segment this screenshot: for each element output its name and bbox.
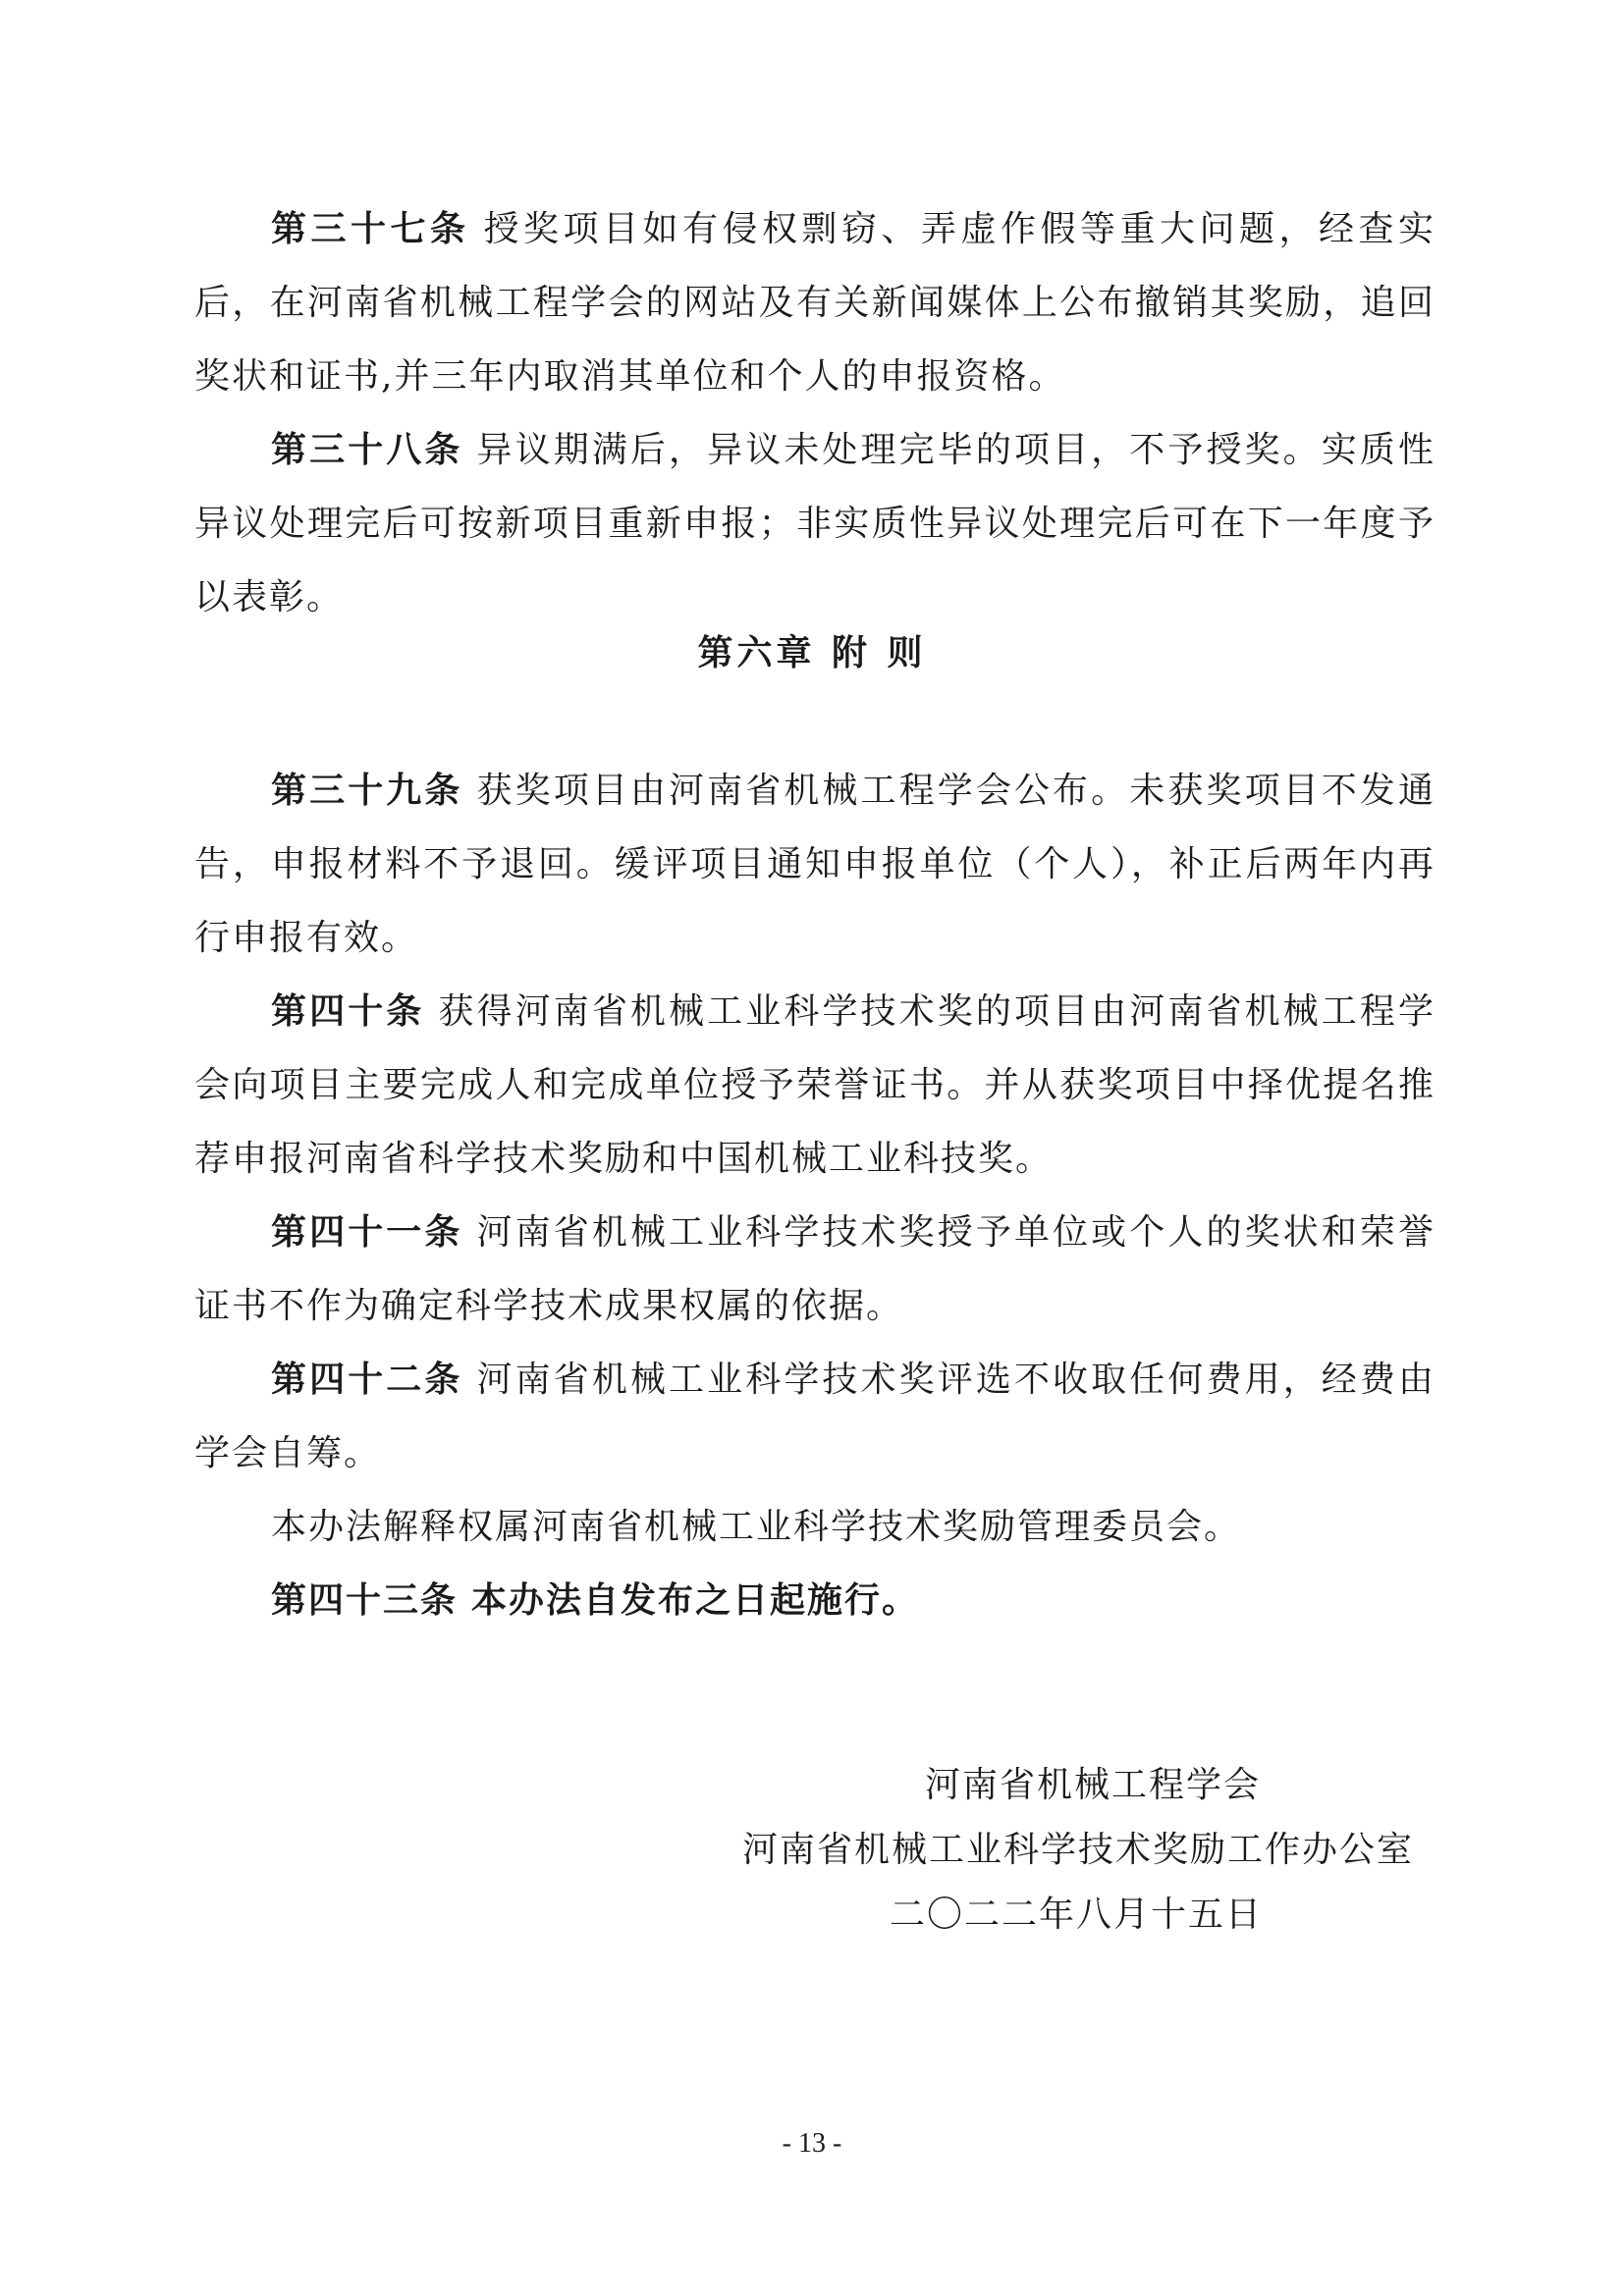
interpretation-clause <box>194 1490 1435 1564</box>
article-39-text: 获奖项目由河南省机械工程学会公布。未获奖项目不发通告，申报材料不予退回。缓评项目通知申报单位（个人），补正后两年内再行申报有效。 <box>194 771 1435 958</box>
article-41 <box>194 1196 1435 1343</box>
signature-org1: 河南省机械工程学会 <box>925 1765 1262 1805</box>
article-42 <box>194 1343 1435 1490</box>
article-41-text: 河南省机械工业科学技术奖授予单位或个人的奖状和荣誉证书不作为确定科学技术成果权属的依据。 <box>194 1212 1435 1326</box>
signature-org2: 河南省机械工业科学技术奖励工作办公室 <box>742 1830 1415 1870</box>
article-43-text: 本办法自发布之日起施行。 <box>471 1580 920 1621</box>
chapter-title: 第六章 附 则 <box>697 633 927 673</box>
article-37-label: 第三十七条 <box>271 209 470 249</box>
article-43 <box>194 1564 1435 1637</box>
article-40-label: 第四十条 <box>271 991 425 1032</box>
signature-date: 二〇二二年八月十五日 <box>890 1895 1264 1935</box>
page-number: - 13 - <box>782 2128 842 2159</box>
article-40-text: 获得河南省机械工业科学技术奖的项目由河南省机械工程学会向项目主要完成人和完成单位授予荣誉证书。并从获奖项目中择优提名推荐申报河南省科学技术奖励和中国机械工业科技奖。 <box>194 991 1435 1179</box>
article-37-text: 授奖项目如有侵权剽窃、弄虚作假等重大问题，经查实后，在河南省机械工程学会的网站及有关新闻媒体上公布撤销其奖励，追回奖状和证书,并三年内取消其单位和个人的申报资格。 <box>194 209 1435 397</box>
article-41-label: 第四十一条 <box>271 1212 463 1253</box>
article-38-label: 第三十八条 <box>271 430 463 470</box>
article-37 <box>194 192 1435 413</box>
article-39-label: 第三十九条 <box>271 771 463 811</box>
article-42-label: 第四十二条 <box>271 1360 463 1400</box>
article-42-text: 河南省机械工业科学技术奖评选不收取任何费用，经费由学会自筹。 <box>194 1360 1435 1473</box>
article-38 <box>194 413 1435 634</box>
section-a <box>194 192 1435 634</box>
article-43-label: 第四十三条 <box>271 1580 459 1621</box>
interpretation-text: 本办法解释权属河南省机械工业科学技术奖励管理委员会。 <box>271 1507 1242 1547</box>
section-b <box>194 754 1435 1637</box>
article-40 <box>194 975 1435 1196</box>
article-38-text: 异议期满后，异议未处理完毕的项目，不予授奖。实质性异议处理完后可按新项目重新申报；非实质性异议处理完后可在下一年度予以表彰。 <box>194 430 1435 617</box>
article-39 <box>194 754 1435 975</box>
